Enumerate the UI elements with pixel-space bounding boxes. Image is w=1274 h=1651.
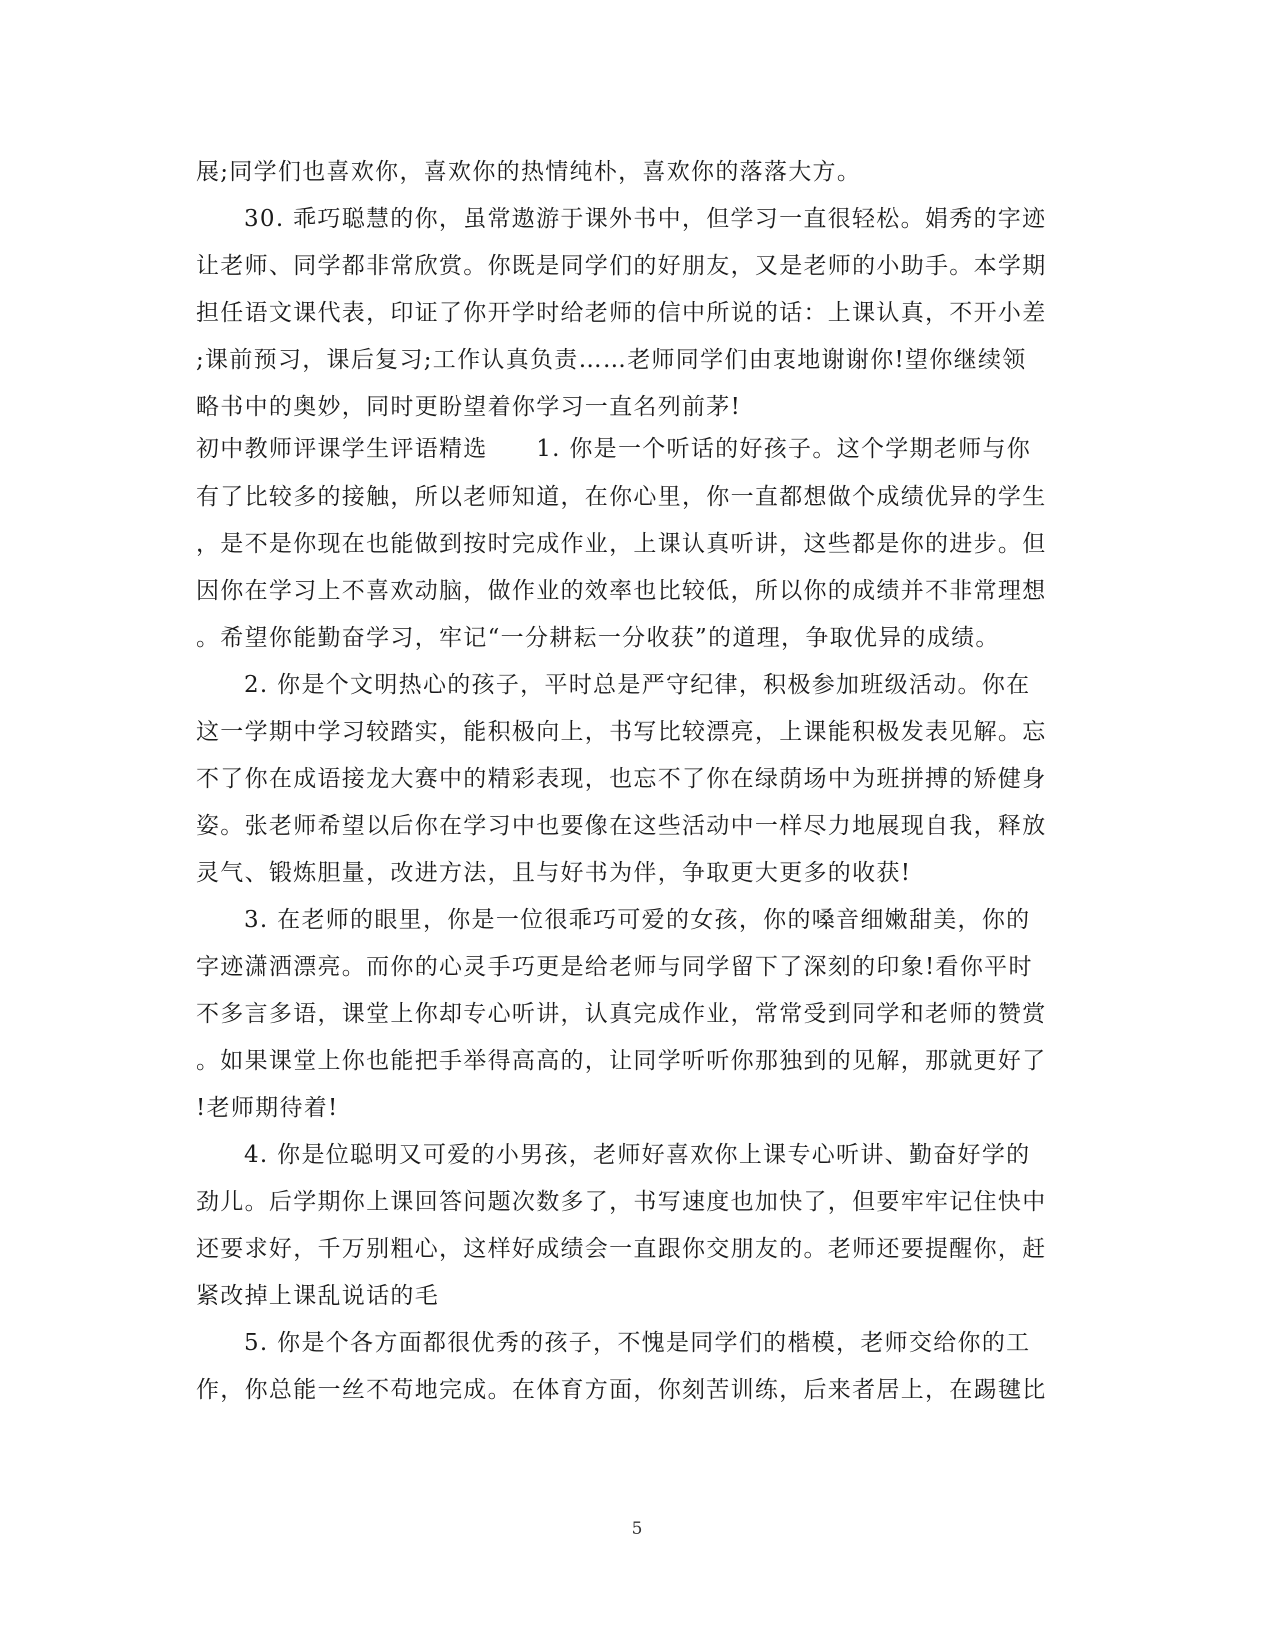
text-line: 还要求好，千万别粗心，这样好成绩会一直跟你交朋友的。老师还要提醒你，赶 <box>196 1236 1047 1262</box>
page-number: 5 <box>631 1519 643 1539</box>
text-line: 不了你在成语接龙大赛中的精彩表现，也忘不了你在绿荫场中为班拼搏的矫健身 <box>196 766 1047 792</box>
text-line: ，是不是你现在也能做到按时完成作业，上课认真听讲，这些都是你的进步。但 <box>196 531 1047 557</box>
text-line: 因你在学习上不喜欢动脑，做作业的效率也比较低，所以你的成绩并不非常理想 <box>196 578 1047 604</box>
text-line: ;课前预习，课后复习;工作认真负责……老师同学们由衷地谢谢你!望你继续领 <box>196 347 1027 373</box>
text-line: 5. 你是个各方面都很优秀的孩子，不愧是同学们的楷模，老师交给你的工 <box>244 1330 1031 1356</box>
text-line: 让老师、同学都非常欣赏。你既是同学们的好朋友，又是老师的小助手。本学期 <box>196 253 1047 279</box>
text-line: 3. 在老师的眼里，你是一位很乖巧可爱的女孩，你的嗓音细嫩甜美，你的 <box>244 907 1031 933</box>
text-line: 4. 你是位聪明又可爱的小男孩，老师好喜欢你上课专心听讲、勤奋好学的 <box>244 1142 1031 1168</box>
text-line: 字迹潇洒漂亮。而你的心灵手巧更是给老师与同学留下了深刻的印象!看你平时 <box>196 954 1033 980</box>
text-line: 2. 你是个文明热心的孩子，平时总是严守纪律，积极参加班级活动。你在 <box>244 672 1031 698</box>
text-line: 灵气、锻炼胆量，改进方法，且与好书为伴，争取更大更多的收获! <box>196 860 912 886</box>
text-line: !老师期待着! <box>196 1095 339 1121</box>
text-line: 略书中的奥妙，同时更盼望着你学习一直名列前茅! <box>196 394 742 420</box>
text-line: 担任语文课代表，印证了你开学时给老师的信中所说的话：上课认真，不开小差 <box>196 300 1047 326</box>
section-heading-line: 初中教师评课学生评语精选 1. 你是一个听话的好孩子。这个学期老师与你 <box>196 436 1032 462</box>
text-line: 。希望你能勤奋学习，牢记“一分耕耘一分收获”的道理，争取优异的成绩。 <box>196 625 1000 651</box>
text-line: 有了比较多的接触，所以老师知道，在你心里，你一直都想做个成绩优异的学生 <box>196 484 1047 510</box>
text-line: 姿。张老师希望以后你在学习中也要像在这些活动中一样尽力地展现自我，释放 <box>196 813 1047 839</box>
text-line: 作，你总能一丝不苟地完成。在体育方面，你刻苦训练，后来者居上，在踢毽比 <box>196 1377 1047 1403</box>
text-line: 紧改掉上课乱说话的毛 <box>196 1283 439 1309</box>
text-line: 这一学期中学习较踏实，能积极向上，书写比较漂亮，上课能积极发表见解。忘 <box>196 719 1047 745</box>
text-line: 30. 乖巧聪慧的你，虽常遨游于课外书中，但学习一直很轻松。娟秀的字迹 <box>244 206 1047 232</box>
text-line: 劲儿。后学期你上课回答问题次数多了，书写速度也加快了，但要牢牢记住快中 <box>196 1189 1047 1215</box>
text-line: 。如果课堂上你也能把手举得高高的，让同学听听你那独到的见解，那就更好了 <box>196 1048 1047 1074</box>
text-line: 展;同学们也喜欢你，喜欢你的热情纯朴，喜欢你的落落大方。 <box>196 159 862 185</box>
text-line: 不多言多语，课堂上你却专心听讲，认真完成作业，常常受到同学和老师的赞赏 <box>196 1001 1047 1027</box>
